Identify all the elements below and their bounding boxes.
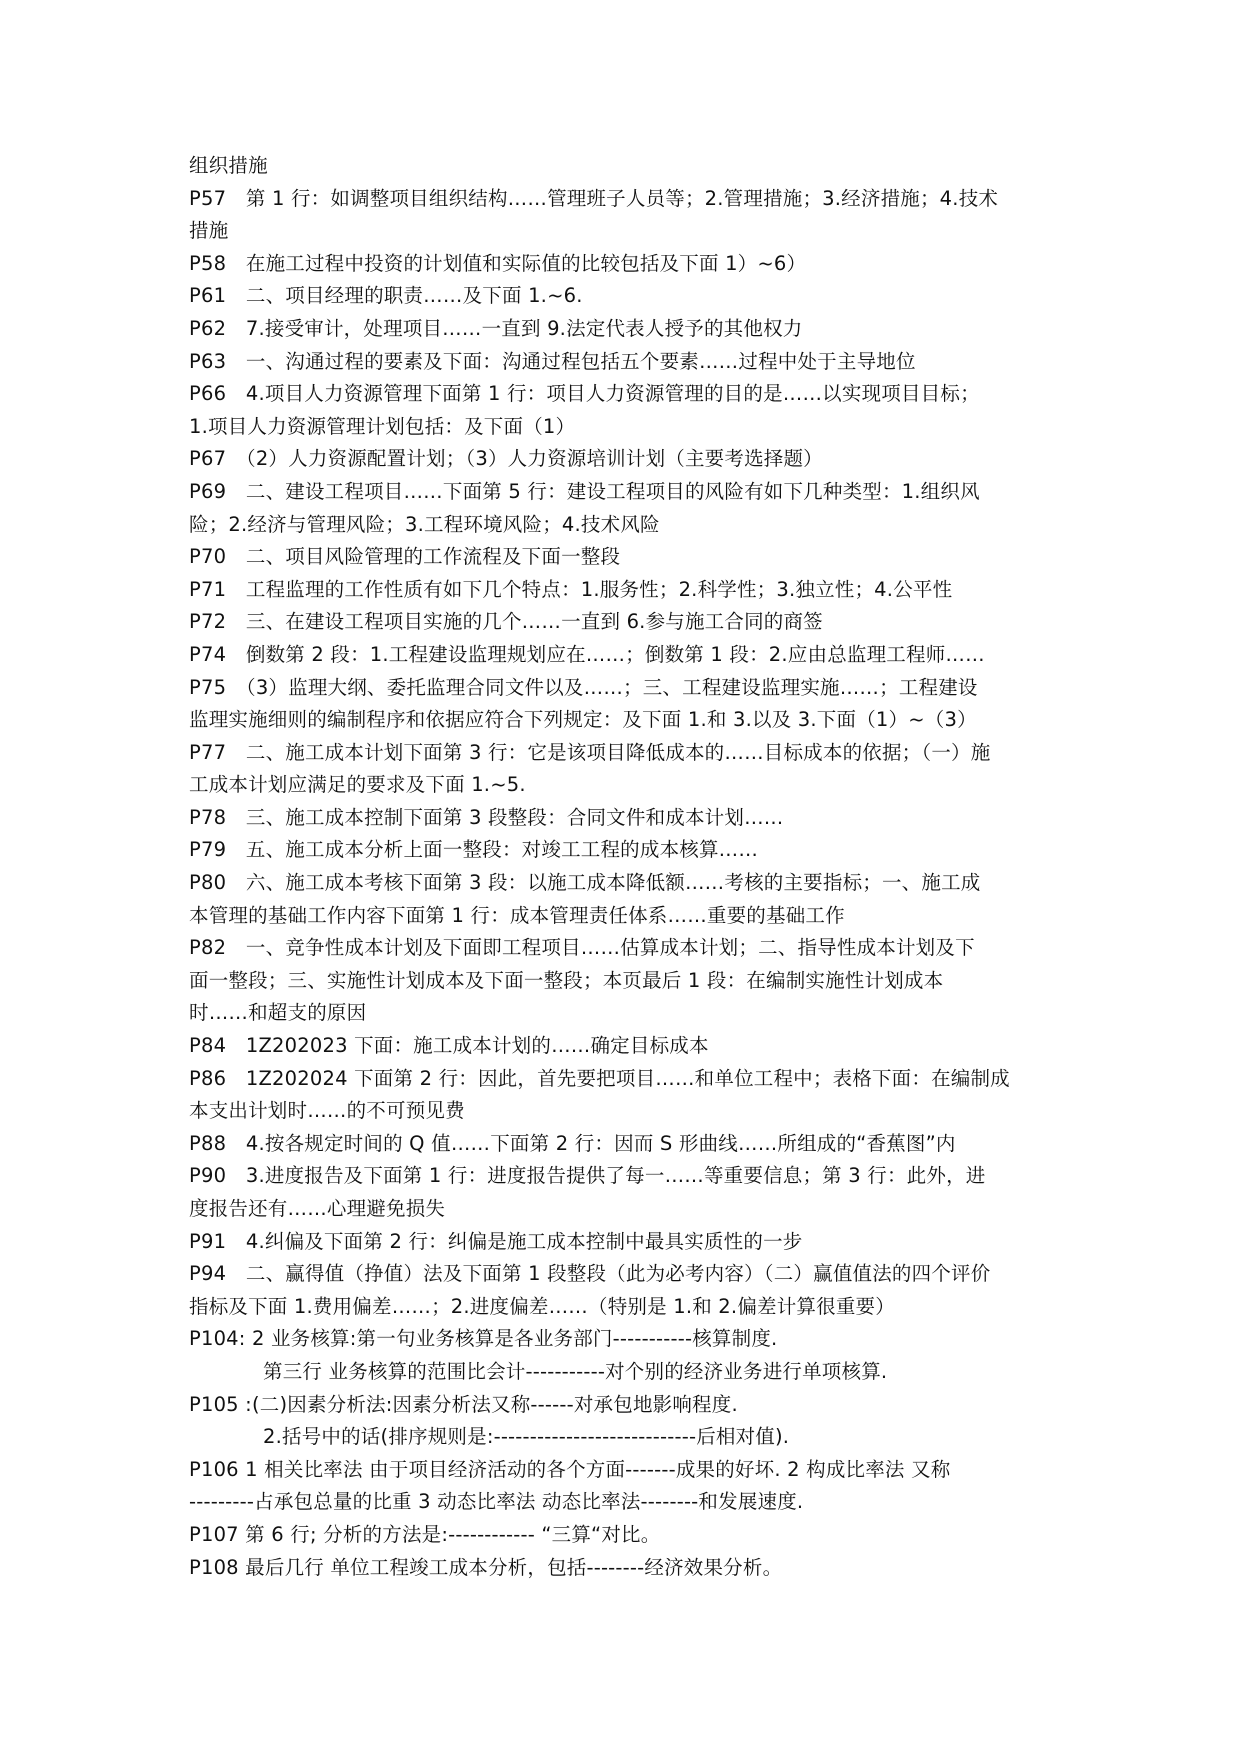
text-line: P69 二、建设工程项目……下面第 5 行：建设工程项目的风险有如下几种类型：1.组织风 xyxy=(189,479,980,503)
text-line: 2.括号中的话(排序规则是:----------------------------后相对值). xyxy=(263,1425,790,1449)
text-line: 组织措施 xyxy=(189,154,268,177)
text-line: 险；2.经济与管理风险；3.工程环境风险；4.技术风险 xyxy=(189,512,660,536)
text-line: 度报告还有……心理避免损失 xyxy=(189,1197,446,1220)
text-line: P84 1Z202023 下面：施工成本计划的……确定目标成本 xyxy=(189,1034,709,1058)
text-line: P80 六、施工成本考核下面第 3 段：以施工成本降低额……考核的主要指标；一、施工成 xyxy=(189,871,981,895)
text-line: P82 一、竞争性成本计划及下面即工程项目……估算成本计划；二、指导性成本计划及下 xyxy=(189,936,975,960)
text-line: 时……和超支的原因 xyxy=(189,1001,367,1025)
text-line: P108 最后几行 单位工程竣工成本分析，包括--------经济效果分析。 xyxy=(189,1555,783,1579)
text-line: P67 （2）人力资源配置计划；（3）人力资源培训计划（主要考选择题） xyxy=(189,447,823,471)
text-line: P91 4.纠偏及下面第 2 行：纠偏是施工成本控制中最具实质性的一步 xyxy=(189,1229,803,1253)
text-line: P86 1Z202024 下面第 2 行：因此，首先要把项目……和单位工程中；表格下面：在编制成 xyxy=(189,1066,1010,1090)
text-line: P58 在施工过程中投资的计划值和实际值的比较包括及下面 1）~6） xyxy=(189,251,807,275)
text-line: P72 三、在建设工程项目实施的几个……一直到 6.参与施工合同的商签 xyxy=(189,610,823,634)
text-line: 第三行 业务核算的范围比会计-----------对个别的经济业务进行单项核算. xyxy=(263,1359,888,1383)
text-line: P77 二、施工成本计划下面第 3 行：它是该项目降低成本的……目标成本的依据；（一）施 xyxy=(189,740,991,764)
text-line: P70 二、项目风险管理的工作流程及下面一整段 xyxy=(189,545,621,569)
text-line: 本管理的基础工作内容下面第 1 行：成本管理责任体系……重要的基础工作 xyxy=(189,903,845,927)
text-line: P105 :(二)因素分析法:因素分析法又称------对承包地影响程度. xyxy=(189,1392,738,1416)
text-line: P79 五、施工成本分析上面一整段：对竣工工程的成本核算…… xyxy=(189,838,759,862)
text-line: P57 第 1 行：如调整项目组织结构……管理班子人员等；2.管理措施；3.经济措施；4.技术 xyxy=(189,186,999,210)
text-line: 指标及下面 1.费用偏差……；2.进度偏差……（特别是 1.和 2.偏差计算很重要） xyxy=(189,1294,895,1318)
text-line: ---------占承包总量的比重 3 动态比率法 动态比率法--------和发展速度. xyxy=(189,1490,804,1514)
text-line: P71 工程监理的工作性质有如下几个特点：1.服务性；2.科学性；3.独立性；4.公平性 xyxy=(189,577,953,601)
text-line: P63 一、沟通过程的要素及下面：沟通过程包括五个要素……过程中处于主导地位 xyxy=(189,349,916,373)
text-line: P61 二、项目经理的职责……及下面 1.~6. xyxy=(189,284,583,308)
text-line: 工成本计划应满足的要求及下面 1.~5. xyxy=(189,773,526,797)
text-line: P74 倒数第 2 段：1.工程建设监理规划应在……；倒数第 1 段：2.应由总监理工程师…… xyxy=(189,642,985,666)
text-line: P78 三、施工成本控制下面第 3 段整段：合同文件和成本计划…… xyxy=(189,805,784,829)
text-line: 措施 xyxy=(189,219,229,243)
text-line: P62 7.接受审计，处理项目……一直到 9.法定代表人授予的其他权力 xyxy=(189,316,803,340)
text-line: P94 二、赢得值（挣值）法及下面第 1 段整段（此为必考内容）（二）赢值值法的四个评价 xyxy=(189,1262,991,1286)
text-line: P75 （3）监理大纲、委托监理合同文件以及……；三、工程建设监理实施……；工程建设 xyxy=(189,675,978,699)
text-line: P107 第 6 行; 分析的方法是:------------ “三算“对比。 xyxy=(189,1522,661,1546)
text-line: 本支出计划时……的不可预见费 xyxy=(189,1099,465,1123)
text-line: 面一整段；三、实施性计划成本及下面一整段；本页最后 1 段：在编制实施性计划成本 xyxy=(189,968,944,992)
text-line: P88 4.按各规定时间的 Q 值……下面第 2 行：因而 S 形曲线……所组成的“香蕉图”内 xyxy=(189,1131,956,1155)
text-line: P106 1 相关比率法 由于项目经济活动的各个方面-------成果的好坏. 2 构成比率法 又称 xyxy=(189,1457,951,1481)
text-line: P104: 2 业务核算:第一句业务核算是各业务部门-----------核算制度. xyxy=(189,1327,778,1351)
document-body xyxy=(189,150,1069,1584)
text-line: 监理实施细则的编制程序和依据应符合下列规定：及下面 1.和 3.以及 3.下面（1）~（3） xyxy=(189,708,977,732)
text-line: P90 3.进度报告及下面第 1 行：进度报告提供了每一……等重要信息；第 3 行：此外，进 xyxy=(189,1164,986,1188)
text-line: P66 4.项目人力资源管理下面第 1 行：项目人力资源管理的目的是……以实现项目目标； xyxy=(189,382,980,406)
text-line: 1.项目人力资源管理计划包括：及下面（1） xyxy=(189,414,576,438)
